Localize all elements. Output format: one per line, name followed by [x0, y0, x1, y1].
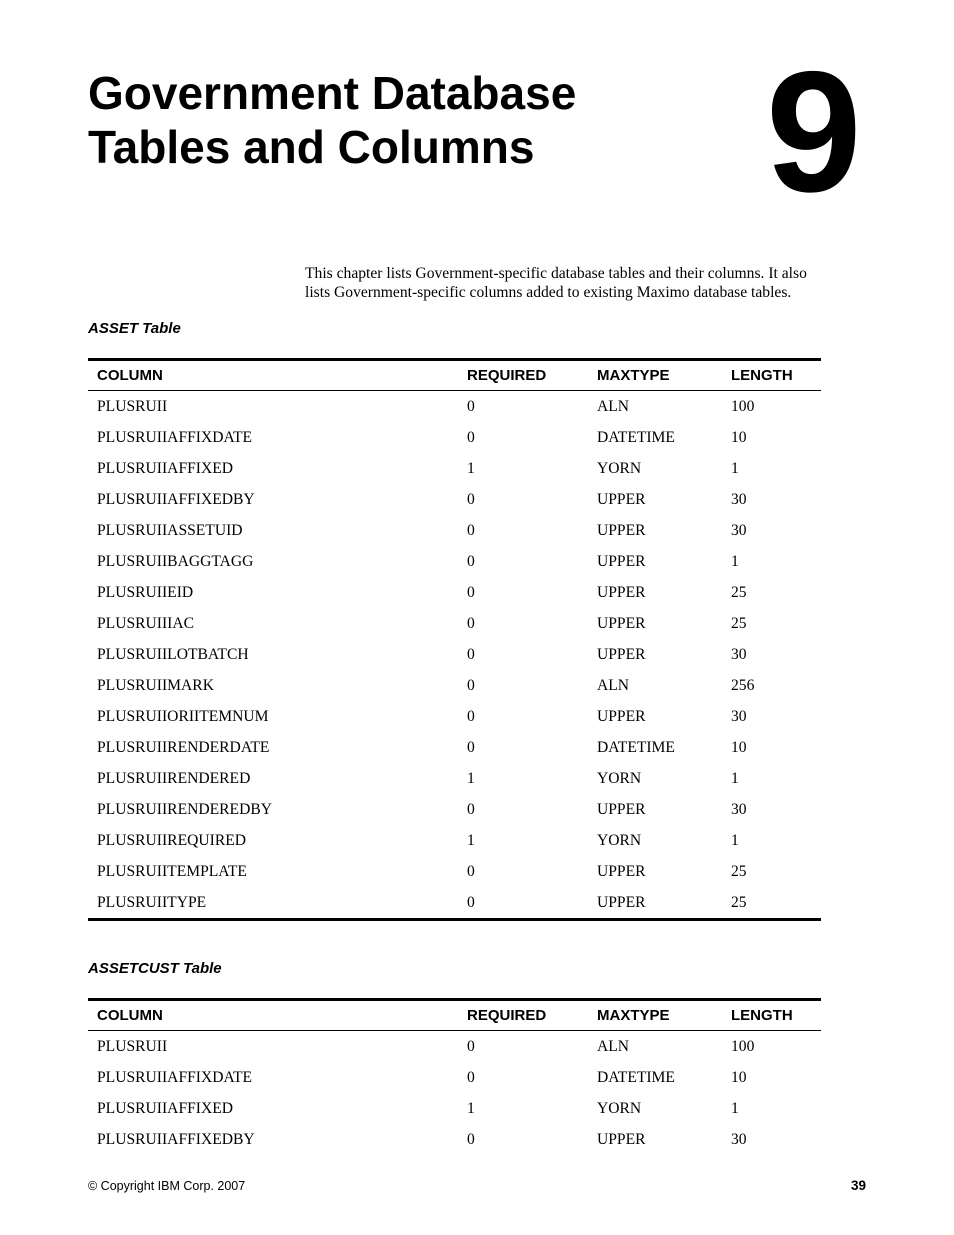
table-row	[88, 1124, 821, 1155]
cell-maxtype: ALN	[597, 397, 630, 415]
cell-maxtype: UPPER	[597, 521, 646, 539]
column-header-length: LENGTH	[731, 367, 793, 384]
cell-required: 0	[467, 800, 475, 818]
cell-length: 100	[731, 1037, 755, 1055]
cell-column: PLUSRUIIRENDERED	[97, 769, 251, 787]
cell-maxtype: DATETIME	[597, 428, 675, 446]
cell-length: 25	[731, 614, 747, 632]
cell-length: 30	[731, 521, 747, 539]
cell-required: 0	[467, 738, 475, 756]
cell-maxtype: ALN	[597, 676, 630, 694]
cell-column: PLUSRUIIAFFIXEDBY	[97, 490, 255, 508]
cell-length: 30	[731, 800, 747, 818]
cell-maxtype: UPPER	[597, 583, 646, 601]
table-header-row	[88, 1000, 821, 1031]
cell-column: PLUSRUIILOTBATCH	[97, 645, 249, 663]
chapter-title-line-1: Government Database	[88, 67, 577, 119]
cell-column: PLUSRUIIBAGGTAGG	[97, 552, 254, 570]
cell-column: PLUSRUIIAFFIXED	[97, 1099, 234, 1117]
table-row	[88, 670, 821, 701]
cell-required: 0	[467, 614, 475, 632]
cell-length: 256	[731, 676, 755, 694]
cell-maxtype: YORN	[597, 1099, 642, 1117]
table-row	[88, 732, 821, 763]
cell-maxtype: ALN	[597, 1037, 630, 1055]
column-header-maxtype: MAXTYPE	[597, 367, 670, 384]
cell-length: 25	[731, 862, 747, 880]
asset-table	[88, 358, 821, 921]
cell-required: 1	[467, 769, 475, 787]
table-row	[88, 639, 821, 670]
cell-required: 0	[467, 583, 475, 601]
cell-required: 0	[467, 676, 475, 694]
assetcust-table	[88, 998, 821, 1155]
column-header-required: REQUIRED	[467, 367, 547, 384]
cell-maxtype: UPPER	[597, 645, 646, 663]
cell-column: PLUSRUIIEID	[97, 583, 194, 601]
cell-required: 0	[467, 1068, 475, 1086]
cell-required: 0	[467, 428, 475, 446]
cell-length: 30	[731, 645, 747, 663]
cell-maxtype: UPPER	[597, 862, 646, 880]
intro-line-2: lists Government-specific columns added to existing Maximo database tables.	[305, 284, 792, 301]
cell-maxtype: UPPER	[597, 800, 646, 818]
cell-required: 0	[467, 1037, 475, 1055]
cell-maxtype: UPPER	[597, 490, 646, 508]
table-row	[88, 1031, 821, 1063]
cell-maxtype: DATETIME	[597, 1068, 675, 1086]
table-row	[88, 825, 821, 856]
table-row	[88, 484, 821, 515]
cell-length: 30	[731, 490, 747, 508]
cell-column: PLUSRUIIRENDEREDBY	[97, 800, 273, 818]
cell-length: 1	[731, 552, 739, 570]
chapter-title	[88, 66, 688, 174]
cell-column: PLUSRUIIORIITEMNUM	[97, 707, 269, 725]
cell-required: 1	[467, 1099, 475, 1117]
cell-column: PLUSRUIIAFFIXDATE	[97, 1068, 253, 1086]
cell-required: 1	[467, 831, 475, 849]
column-header-length: LENGTH	[731, 1007, 793, 1024]
table-row	[88, 515, 821, 546]
column-header-maxtype: MAXTYPE	[597, 1007, 670, 1024]
chapter-title-line-2: Tables and Columns	[88, 121, 535, 173]
cell-required: 0	[467, 490, 475, 508]
cell-length: 1	[731, 459, 739, 477]
cell-maxtype: YORN	[597, 831, 642, 849]
table-row	[88, 608, 821, 639]
table-row	[88, 701, 821, 732]
cell-required: 0	[467, 645, 475, 663]
column-header-required: REQUIRED	[467, 1007, 547, 1024]
cell-length: 10	[731, 738, 747, 756]
cell-maxtype: UPPER	[597, 893, 646, 911]
table-row	[88, 1062, 821, 1093]
column-header-column: COLUMN	[97, 367, 163, 384]
copyright-notice: © Copyright IBM Corp. 2007	[88, 1179, 246, 1193]
cell-column: PLUSRUIIRENDERDATE	[97, 738, 270, 756]
cell-length: 25	[731, 893, 747, 911]
cell-length: 1	[731, 769, 739, 787]
table-row	[88, 794, 821, 825]
cell-column: PLUSRUIIMARK	[97, 676, 214, 694]
table-row	[88, 763, 821, 794]
table-header-row	[88, 360, 821, 391]
asset-table-caption: ASSET Table	[88, 320, 181, 337]
table-row	[88, 546, 821, 577]
assetcust-table-caption: ASSETCUST Table	[88, 960, 222, 977]
cell-column: PLUSRUIIAFFIXEDBY	[97, 1130, 255, 1148]
intro-line-1: This chapter lists Government-specific database tables and their columns. It also	[305, 265, 807, 282]
cell-column: PLUSRUIIAFFIXED	[97, 459, 234, 477]
page-number: 39	[850, 1178, 866, 1193]
cell-column: PLUSRUIIIAC	[97, 614, 195, 632]
cell-required: 0	[467, 397, 475, 415]
cell-length: 10	[731, 1068, 747, 1086]
cell-maxtype: UPPER	[597, 614, 646, 632]
cell-maxtype: YORN	[597, 459, 642, 477]
cell-maxtype: UPPER	[597, 1130, 646, 1148]
cell-column: PLUSRUIIASSETUID	[97, 521, 243, 539]
cell-length: 25	[731, 583, 747, 601]
cell-column: PLUSRUIIREQUIRED	[97, 831, 247, 849]
cell-required: 1	[467, 459, 475, 477]
table-row	[88, 1093, 821, 1124]
cell-column: PLUSRUII	[97, 1037, 168, 1055]
cell-length: 30	[731, 707, 747, 725]
cell-length: 1	[731, 831, 739, 849]
cell-column: PLUSRUIIAFFIXDATE	[97, 428, 253, 446]
table-row	[88, 422, 821, 453]
cell-maxtype: UPPER	[597, 552, 646, 570]
cell-length: 100	[731, 397, 755, 415]
cell-required: 0	[467, 1130, 475, 1148]
intro-paragraph	[305, 264, 871, 302]
table-row	[88, 453, 821, 484]
cell-column: PLUSRUII	[97, 397, 168, 415]
table-row	[88, 856, 821, 887]
table-row	[88, 887, 821, 920]
cell-required: 0	[467, 521, 475, 539]
cell-required: 0	[467, 707, 475, 725]
cell-required: 0	[467, 862, 475, 880]
table-row	[88, 391, 821, 423]
cell-column: PLUSRUIITEMPLATE	[97, 862, 247, 880]
table-row	[88, 577, 821, 608]
cell-length: 30	[731, 1130, 747, 1148]
cell-required: 0	[467, 893, 475, 911]
cell-maxtype: DATETIME	[597, 738, 675, 756]
column-header-column: COLUMN	[97, 1007, 163, 1024]
cell-length: 1	[731, 1099, 739, 1117]
cell-maxtype: UPPER	[597, 707, 646, 725]
cell-length: 10	[731, 428, 747, 446]
chapter-number: 9	[766, 36, 862, 228]
cell-column: PLUSRUIITYPE	[97, 893, 207, 911]
cell-maxtype: YORN	[597, 769, 642, 787]
cell-required: 0	[467, 552, 475, 570]
